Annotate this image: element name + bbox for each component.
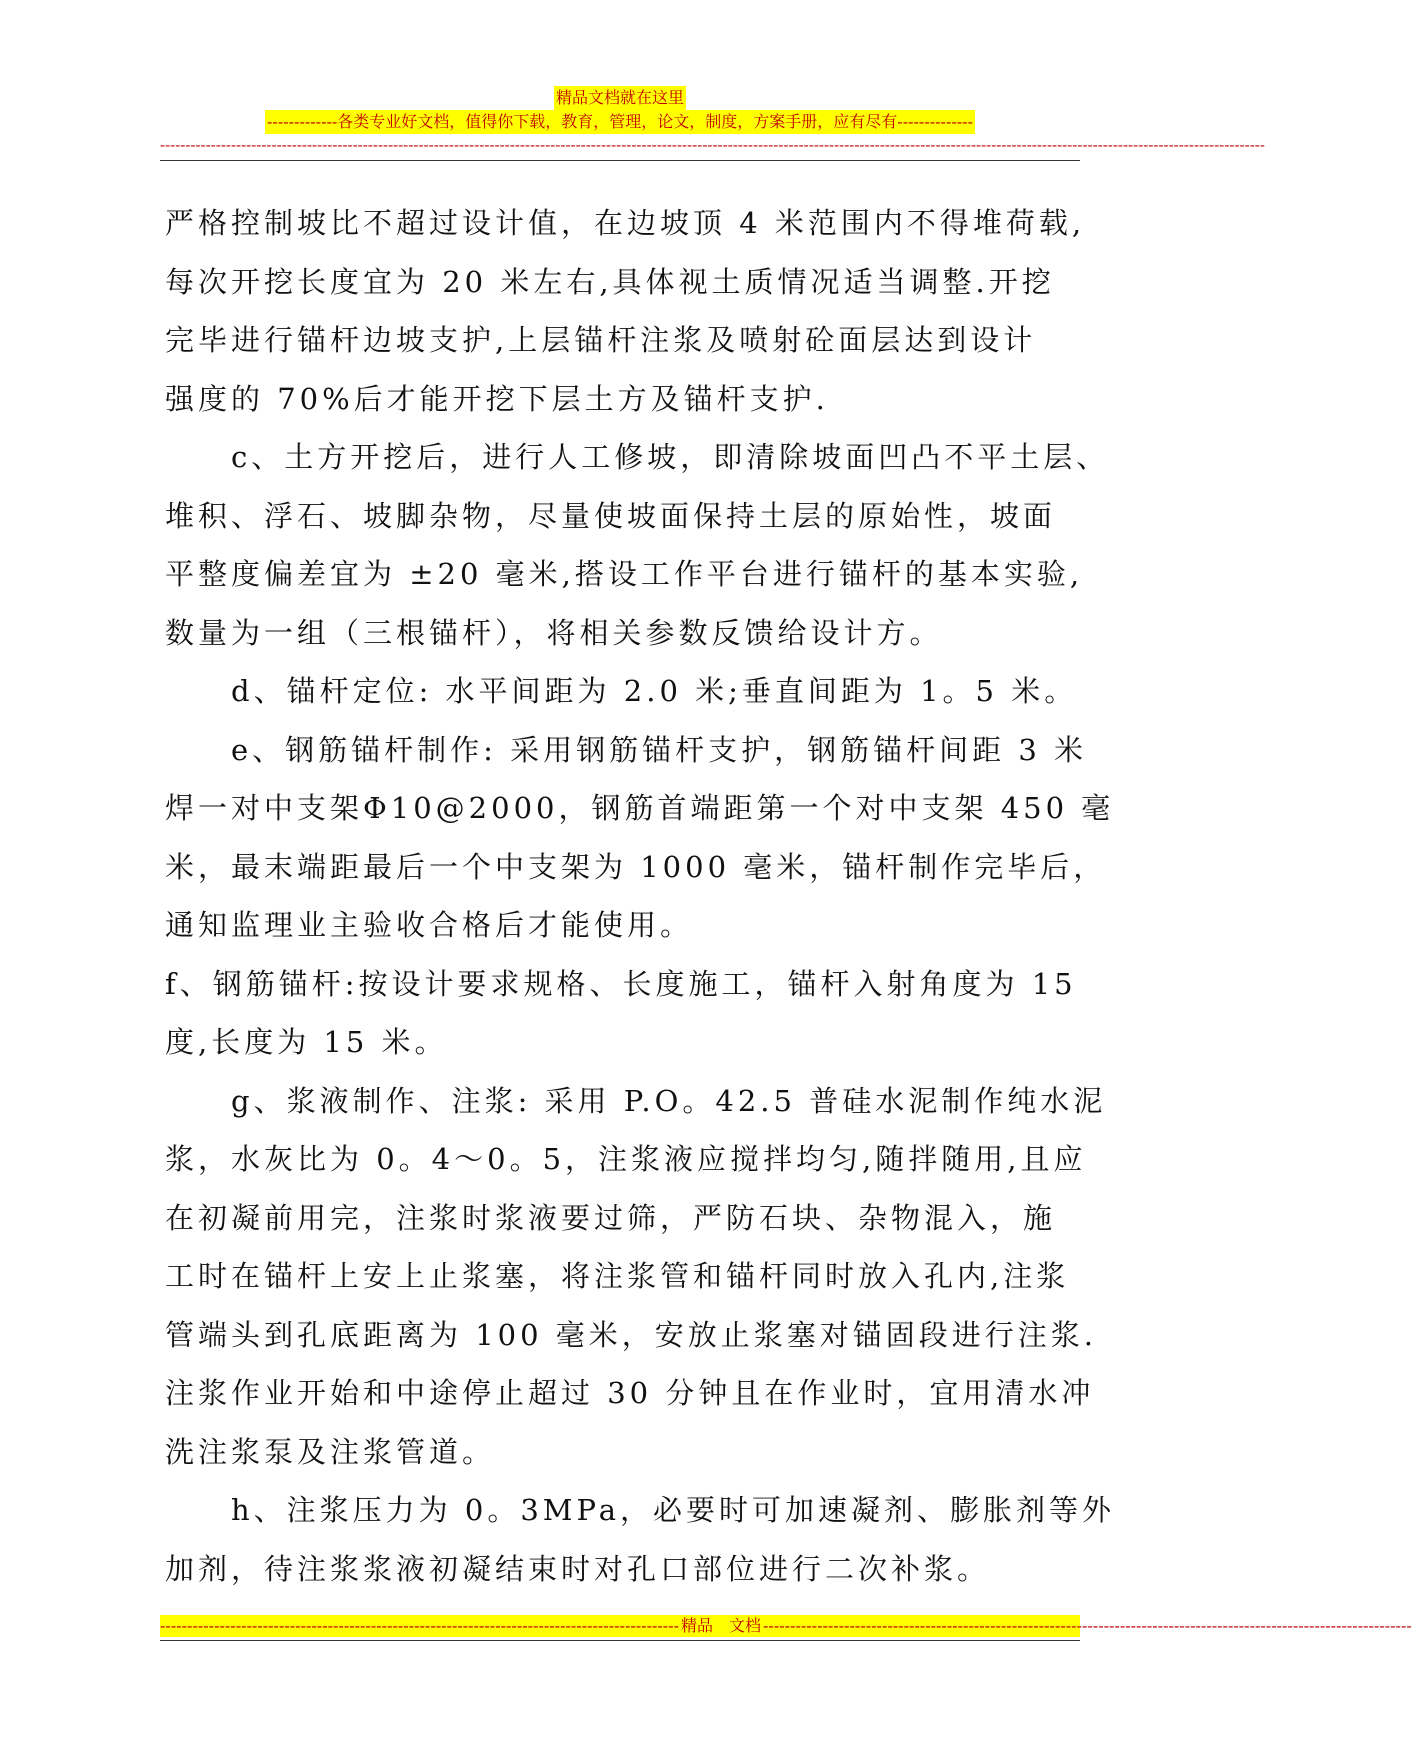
page-header [160, 86, 1265, 154]
body-line: 严格控制坡比不超过设计值，在边坡顶 4 米范围内不得堆荷载, [165, 206, 1086, 240]
footer-rule [160, 1640, 1080, 1641]
body-line: 焊一对中支架Φ10@2000，钢筋首端距第一个对中支架 450 毫 [165, 791, 1115, 825]
body-line: 堆积、浮石、坡脚杂物，尽量使坡面保持土层的原始性，坡面 [165, 498, 1057, 533]
body-line: 米，最末端距最后一个中支架为 1000 毫米，锚杆制作完毕后， [165, 849, 1107, 884]
footer-label: 精品 文档 [681, 1616, 762, 1635]
body-line: 工时在锚杆上安上止浆塞，将注浆管和锚杆同时放入孔内,注浆 [165, 1259, 1070, 1293]
body-line: 数量为一组（三根锚杆），将相关参数反馈给设计方。 [165, 615, 943, 650]
body-line: h、注浆压力为 0。3MPa，必要时可加速凝剂、膨胀剂等外 [231, 1493, 1115, 1527]
body-line: c、土方开挖后，进行人工修坡，即清除坡面凹凸不平土层、 [231, 440, 1110, 474]
header-dash-line: -------------------------------------------------------------------------------------------------------------------------------------------------------------------------------------------------------------------------- [160, 136, 1265, 154]
body-line: 管端头到孔底距离为 100 毫米，安放止浆塞对锚固段进行注浆. [165, 1317, 1098, 1352]
header-title: 精品文档就在这里 [554, 86, 686, 110]
header-slogan: -------------各类专业好文档，值得你下载，教育，管理，论文，制度，方案手册，应有尽有-------------- [265, 110, 975, 134]
body-line: 在初凝前用完，注浆时浆液要过筛，严防石块、杂物混入，施 [165, 1200, 1057, 1235]
body-line: 通知监理业主验收合格后才能使用。 [165, 908, 694, 942]
body-line: 完毕进行锚杆边坡支护,上层锚杆注浆及喷射砼面层达到设计 [165, 323, 1037, 357]
document-body [165, 194, 1115, 1598]
header-rule [160, 160, 1080, 161]
page-footer [160, 1615, 1412, 1637]
body-line: 注浆作业开始和中途停止超过 30 分钟且在作业时，宜用清水冲 [165, 1376, 1095, 1410]
body-line: g、浆液制作、注浆: 采用 P.O。42.5 普硅水泥制作纯水泥 [231, 1083, 1107, 1118]
body-line: f、钢筋锚杆:按设计要求规格、长度施工，锚杆入射角度为 15 [165, 966, 1077, 1001]
body-line: 强度的 70%后才能开挖下层土方及锚杆支护. [165, 381, 829, 416]
footer-left-dashes: ------------------------------------------------------------------------------------------------ [160, 1616, 679, 1635]
body-line: 洗注浆泵及注浆管道。 [165, 1434, 496, 1469]
body-line: d、锚杆定位: 水平间距为 2.0 米;垂直间距为 1。5 米。 [231, 674, 1078, 708]
body-line: e、钢筋锚杆制作: 采用钢筋锚杆支护，钢筋锚杆间距 3 米 [231, 732, 1088, 767]
body-line: 加剂，待注浆浆液初凝结束时对孔口部位进行二次补浆。 [165, 1551, 991, 1586]
body-line: 平整度偏差宜为 ±20 毫米,搭设工作平台进行锚杆的基本实验, [165, 557, 1084, 591]
footer-right-dashes: ------------------------------------------------------------------------------------------------------------------------ [763, 1616, 1412, 1635]
body-line: 每次开挖长度宜为 20 米左右,具体视土质情况适当调整.开挖 [165, 264, 1055, 299]
body-line: 浆，水灰比为 0。4～0。5，注浆液应搅拌均匀,随拌随用,且应 [165, 1142, 1087, 1176]
body-line: 度,长度为 15 米。 [165, 1025, 448, 1059]
footer-bar [160, 1615, 1412, 1637]
